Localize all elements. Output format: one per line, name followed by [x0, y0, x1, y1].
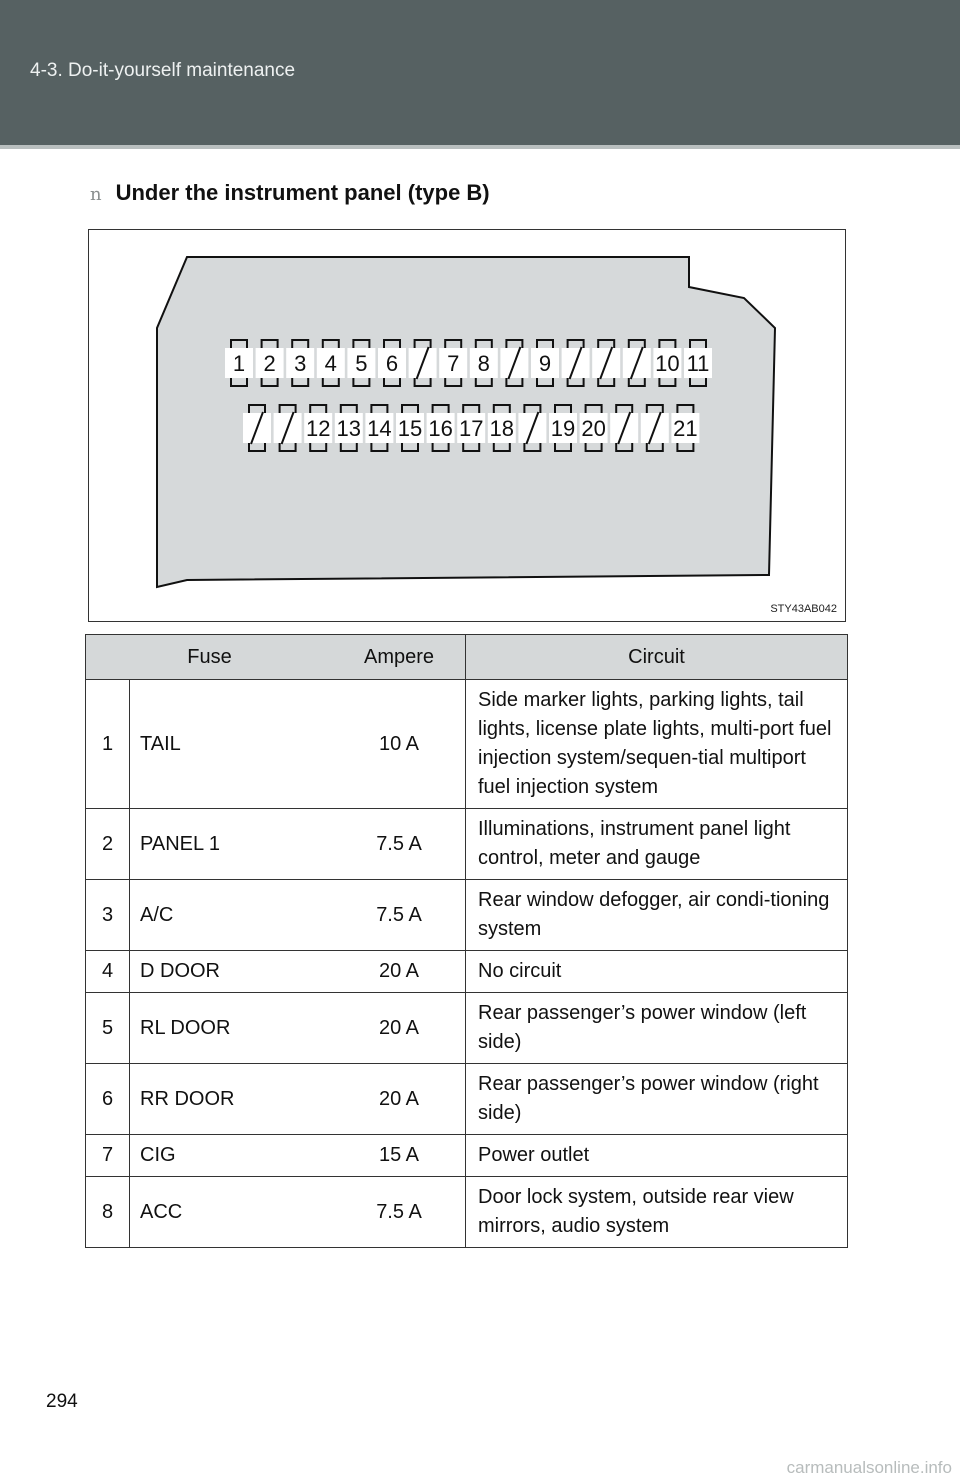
heading-title: Under the instrument panel (type B): [115, 180, 490, 205]
fuse-circuit: Rear passenger’s power window (right side): [466, 1064, 848, 1135]
fuse-slot-number: 21: [673, 416, 698, 441]
column-header-ampere: Ampere: [333, 635, 466, 680]
fuse-slot-number: 17: [458, 416, 484, 441]
fuse-name: RL DOOR: [130, 993, 334, 1064]
watermark: carmanualsonline.info: [786, 1458, 952, 1477]
fuse-slot-number: 15: [397, 416, 423, 441]
fuse-number: 6: [86, 1064, 130, 1135]
header-divider: [0, 145, 960, 149]
fuse-circuit: Illuminations, instrument panel light control, meter and gauge: [466, 809, 848, 880]
fuse-number: 1: [86, 680, 130, 809]
fuse-name: TAIL: [130, 680, 334, 809]
fuse-slot-number: 16: [428, 416, 453, 441]
fuse-table: [85, 634, 848, 1248]
fuse-slot-number: 4: [324, 351, 337, 376]
fuse-circuit: Rear passenger’s power window (left side): [466, 993, 848, 1064]
fuse-name: A/C: [130, 880, 334, 951]
fuse-circuit: Door lock system, outside rear view mirrors, audio system: [466, 1177, 848, 1248]
table-row: [86, 880, 848, 951]
fuse-number: 8: [86, 1177, 130, 1248]
fuse-ampere: 7.5 A: [333, 880, 466, 951]
column-header-circuit: Circuit: [466, 635, 848, 680]
fuse-ampere: 20 A: [333, 951, 466, 993]
fuse-circuit: No circuit: [466, 951, 848, 993]
fuse-slot-number: 18: [489, 416, 515, 441]
fuse-circuit: Rear window defogger, air condi-tioning system: [466, 880, 848, 951]
fuse-slot-number: 13: [336, 416, 362, 441]
table-row: [86, 680, 848, 809]
column-header-fuse: Fuse: [86, 635, 334, 680]
fuse-number: 3: [86, 880, 130, 951]
fuse-slot-number: 8: [477, 351, 490, 376]
fuse-circuit: Side marker lights, parking lights, tail lights, license plate lights, multi-port fuel injection system/sequen-tial multiport fuel injection system: [466, 680, 848, 809]
fuse-number: 5: [86, 993, 130, 1064]
page-number: 294: [46, 1391, 78, 1412]
fuse-slot-number: 12: [305, 416, 331, 441]
fuse-name: CIG: [130, 1135, 334, 1177]
fuse-slot-number: 20: [581, 416, 606, 441]
table-row: [86, 951, 848, 993]
fuse-slot-number: 19: [550, 416, 576, 441]
fuse-slot-number: 1: [232, 351, 246, 376]
fuse-number: 7: [86, 1135, 130, 1177]
fuse-name: ACC: [130, 1177, 334, 1248]
fuse-slot-number: 3: [294, 351, 307, 376]
fuse-ampere: 15 A: [333, 1135, 466, 1177]
table-row: [86, 809, 848, 880]
table-row: [86, 1135, 848, 1177]
fuse-ampere: 20 A: [333, 1064, 466, 1135]
table-row: [86, 1064, 848, 1135]
fuse-number: 2: [86, 809, 130, 880]
fuse-name: RR DOOR: [130, 1064, 334, 1135]
fuse-slot-number: 11: [686, 351, 710, 376]
fuse-number: 4: [86, 951, 130, 993]
table-row: [86, 1177, 848, 1248]
table-row: [86, 993, 848, 1064]
table-header-row: [86, 635, 848, 680]
image-code: STY43AB042: [770, 603, 837, 615]
fuse-name: PANEL 1: [130, 809, 334, 880]
fuse-slot-number: 6: [385, 351, 399, 376]
fuse-ampere: 10 A: [333, 680, 466, 809]
section-breadcrumb: 4-3. Do-it-yourself maintenance: [30, 60, 296, 81]
section-heading: [90, 180, 490, 206]
fuse-ampere: 20 A: [333, 993, 466, 1064]
fuse-slot-number: 5: [355, 351, 368, 376]
fuse-slot-number: 7: [447, 351, 460, 376]
bullet-icon: n: [90, 184, 102, 205]
fuse-slot-number: 9: [538, 351, 552, 376]
fuse-circuit: Power outlet: [466, 1135, 848, 1177]
fuse-slot-number: 14: [367, 416, 392, 441]
fuse-slot-number: 10: [655, 351, 680, 376]
fuse-name: D DOOR: [130, 951, 334, 993]
fuse-ampere: 7.5 A: [333, 809, 466, 880]
fuse-ampere: 7.5 A: [333, 1177, 466, 1248]
fuse-box-diagram: [88, 229, 846, 622]
fuse-box-illustration: [89, 230, 845, 621]
fuse-slot-number: 2: [263, 351, 276, 376]
